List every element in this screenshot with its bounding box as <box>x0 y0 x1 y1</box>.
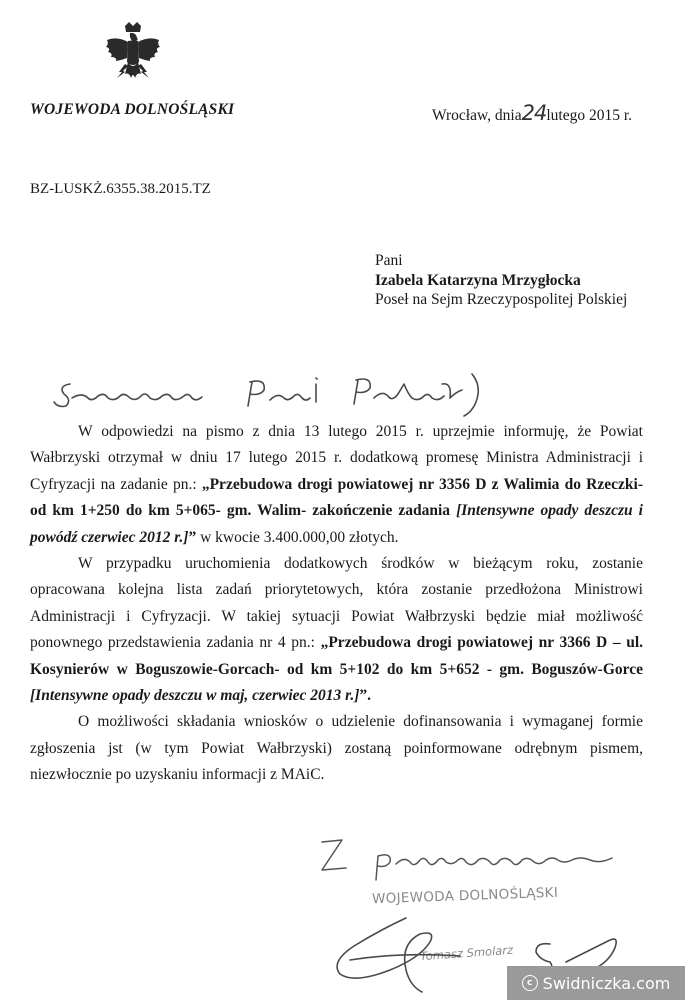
addressee-title: Poseł na Sejm Rzeczypospolitej Polskiej <box>375 291 628 308</box>
paragraph-3: O możliwości składania wniosków o udzielenie dofinansowania i wymaganej formie zgłoszenia jst (w tym Powiat Wałbrzyski) zostaną poinformowane odrębnym pismem, niezwłocznie po uzyskaniu informacji z MAiC. <box>30 713 643 784</box>
regards-text: Z poważaniem <box>300 830 306 831</box>
letter-body <box>30 419 643 789</box>
p2-text-a: W przypadku uruchomienia dodatkowych środków w bieżącym roku, zostanie opracowana kolejna lista zadań priorytetowych, która zostanie przedłożona Ministrowi Administracji i Cyfryzacji. W takiej sytuacji Powiat Wałbrzyski będzie miał możliwość ponownego przedstawienia zadania nr 4 pn.: <box>30 555 643 652</box>
p2-task-category: [Intensywne opady deszczu w maj, czerwiec 2013 r.] <box>30 687 360 705</box>
p2-close-quote: ”. <box>359 687 371 705</box>
reference-number: BZ-LUSKŻ.6355.38.2015.TZ <box>30 181 211 197</box>
copyright-icon: c <box>522 975 538 991</box>
p1-text-a: W odpowiedzi na pismo z dnia 13 lutego 2015 r. uprzejmie informuję, że Powiat Wałbrzyski otrzymał w dniu 17 lutego 2015 r. dodatkową promesę Ministra Administracji i Cyfryzacji na zadanie pn.: <box>30 423 643 493</box>
handwritten-regards <box>300 830 630 888</box>
addressee-name: Izabela Katarzyna Mrzygłocka <box>375 271 581 289</box>
handwritten-salutation <box>52 362 502 417</box>
paragraph-1 <box>30 419 643 551</box>
watermark-text: Swidniczka.com <box>542 973 671 993</box>
office-stamp: WOJEWODA DOLNOŚLĄSKI <box>371 884 559 908</box>
name-stamp: Tomasz Smolarz <box>419 942 514 964</box>
p1-task-name: „Przebudowa drogi powiatowej nr 3356 D z Walimia do Rzeczki- od km 1+250 do km 5+065- gm. Walim- zakończenie zadania <box>30 475 643 520</box>
addressee-block <box>375 251 627 310</box>
place-date-prefix: Wrocław, dnia <box>432 107 522 124</box>
issuer-title: WOJEWODA DOLNOŚLĄSKI <box>30 101 235 118</box>
p1-task-category: [Intensywne opady deszczu i powódź czerwiec 2012 r.] <box>30 502 643 546</box>
handwritten-day: 24 <box>521 101 547 125</box>
p1-close-quote: ” <box>188 528 197 546</box>
place-date-suffix: lutego 2015 r. <box>546 107 633 124</box>
salutation-text: Szanowna Pani Poseł, <box>52 362 61 363</box>
p1-text-e: w kwocie 3.400.000,00 złotych. <box>196 528 399 546</box>
place-and-date <box>432 101 632 125</box>
paragraph-2 <box>30 551 643 709</box>
watermark-badge <box>507 966 685 1000</box>
p2-task-name: „Przebudowa drogi powiatowej nr 3366 D – ul. Kosynierów w Boguszowie-Gorcach- od km 5+102 do km 5+652 - gm. Boguszów-Gorce <box>30 634 644 678</box>
eagle-emblem-icon <box>103 22 163 90</box>
addressee-salutation: Pani <box>375 252 403 269</box>
